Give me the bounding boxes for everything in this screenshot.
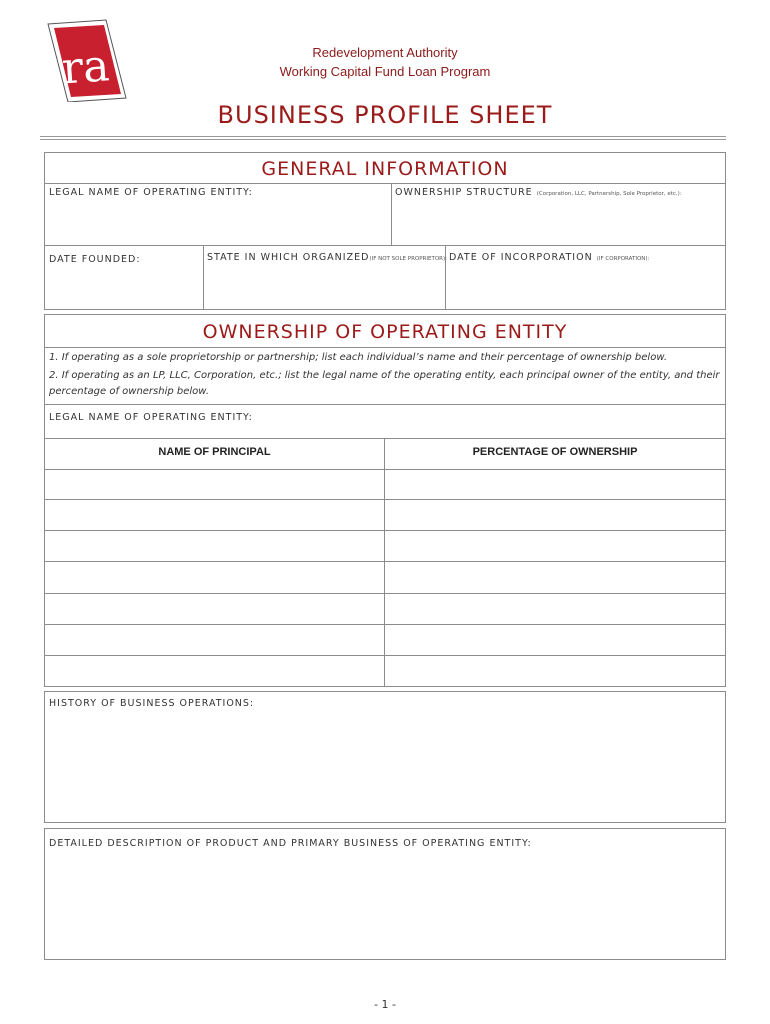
legal-name-label: LEGAL NAME OF OPERATING ENTITY: (49, 187, 253, 198)
principal-name-field[interactable] (46, 531, 383, 560)
ownership-structure-text: OWNERSHIP STRUCTURE (395, 187, 533, 198)
date-founded-field[interactable] (47, 269, 201, 307)
date-founded-label: DATE FOUNDED: (49, 254, 141, 265)
state-organized-text: STATE IN WHICH ORGANIZED (207, 252, 370, 263)
divider (391, 183, 392, 245)
program-name: Working Capital Fund Loan Program (279, 64, 491, 79)
instruction-2: 2. If operating as an LP, LLC, Corporation, etc.; list the legal name of the operating entity, each principal owner of the entity, and their percentage of ownership below. (49, 370, 720, 397)
page-title: BUSINESS PROFILE SHEET (217, 101, 553, 129)
instruction-1: 1. If operating as a sole proprietorship or partnership; list each individual’s name and their percentage of ownership below. (49, 352, 668, 363)
principal-name-field[interactable] (46, 500, 383, 529)
divider (45, 404, 725, 405)
page-number: - 1 - (374, 998, 396, 1011)
description-label: DETAILED DESCRIPTION OF PRODUCT AND PRIMARY BUSINESS OF OPERATING ENTITY: (49, 838, 532, 849)
state-organized-note: (IF NOT SOLE PROPRIETOR): (369, 256, 447, 262)
general-information-section (44, 152, 726, 310)
principal-name-field[interactable] (46, 656, 383, 686)
divider (45, 183, 725, 184)
ownership-heading: OWNERSHIP OF OPERATING ENTITY (202, 321, 568, 343)
divider (45, 245, 725, 246)
principal-name-field[interactable] (46, 594, 383, 623)
divider (203, 245, 204, 309)
ra-logo-graphic (44, 18, 128, 102)
date-incorporation-field[interactable] (447, 267, 723, 307)
ownership-percentage-field[interactable] (386, 656, 724, 686)
ownership-percentage-field[interactable] (386, 625, 724, 654)
percentage-of-ownership-header: PERCENTAGE OF OWNERSHIP (472, 446, 638, 458)
column-divider (384, 438, 385, 686)
name-of-principal-header: NAME OF PRINCIPAL (158, 446, 271, 458)
history-section (44, 691, 726, 823)
ownership-percentage-field[interactable] (386, 470, 724, 499)
ownership-percentage-field[interactable] (386, 562, 724, 592)
title-rule (40, 136, 726, 140)
divider (45, 347, 725, 348)
ra-logo (44, 18, 128, 102)
ownership-percentage-field[interactable] (386, 531, 724, 560)
principal-name-field[interactable] (46, 470, 383, 499)
state-organized-label (207, 252, 447, 263)
date-incorporation-label (449, 252, 649, 263)
ownership-structure-note: (Corporation, LLC, Partnership, Sole Proprietor, etc.): (536, 191, 682, 197)
ownership-percentage-field[interactable] (386, 500, 724, 529)
principal-name-field[interactable] (46, 562, 383, 592)
principal-name-field[interactable] (46, 625, 383, 654)
description-section (44, 828, 726, 960)
general-information-heading: GENERAL INFORMATION (261, 158, 509, 180)
entity-legal-name-label: LEGAL NAME OF OPERATING ENTITY: (49, 412, 253, 423)
date-incorporation-text: DATE OF INCORPORATION (449, 252, 593, 263)
legal-name-field[interactable] (47, 201, 387, 243)
description-field[interactable] (47, 855, 723, 957)
ownership-section (44, 314, 726, 687)
history-label: HISTORY OF BUSINESS OPERATIONS: (49, 698, 255, 709)
ownership-structure-label (395, 187, 682, 198)
state-organized-field[interactable] (205, 267, 443, 307)
ownership-structure-field[interactable] (393, 201, 723, 243)
logo-text: ra (60, 40, 111, 95)
history-field[interactable] (47, 714, 723, 820)
org-name: Redevelopment Authority (312, 45, 458, 60)
ownership-percentage-field[interactable] (386, 594, 724, 623)
date-incorporation-note: (IF CORPORATION): (596, 256, 650, 262)
divider (45, 438, 725, 439)
